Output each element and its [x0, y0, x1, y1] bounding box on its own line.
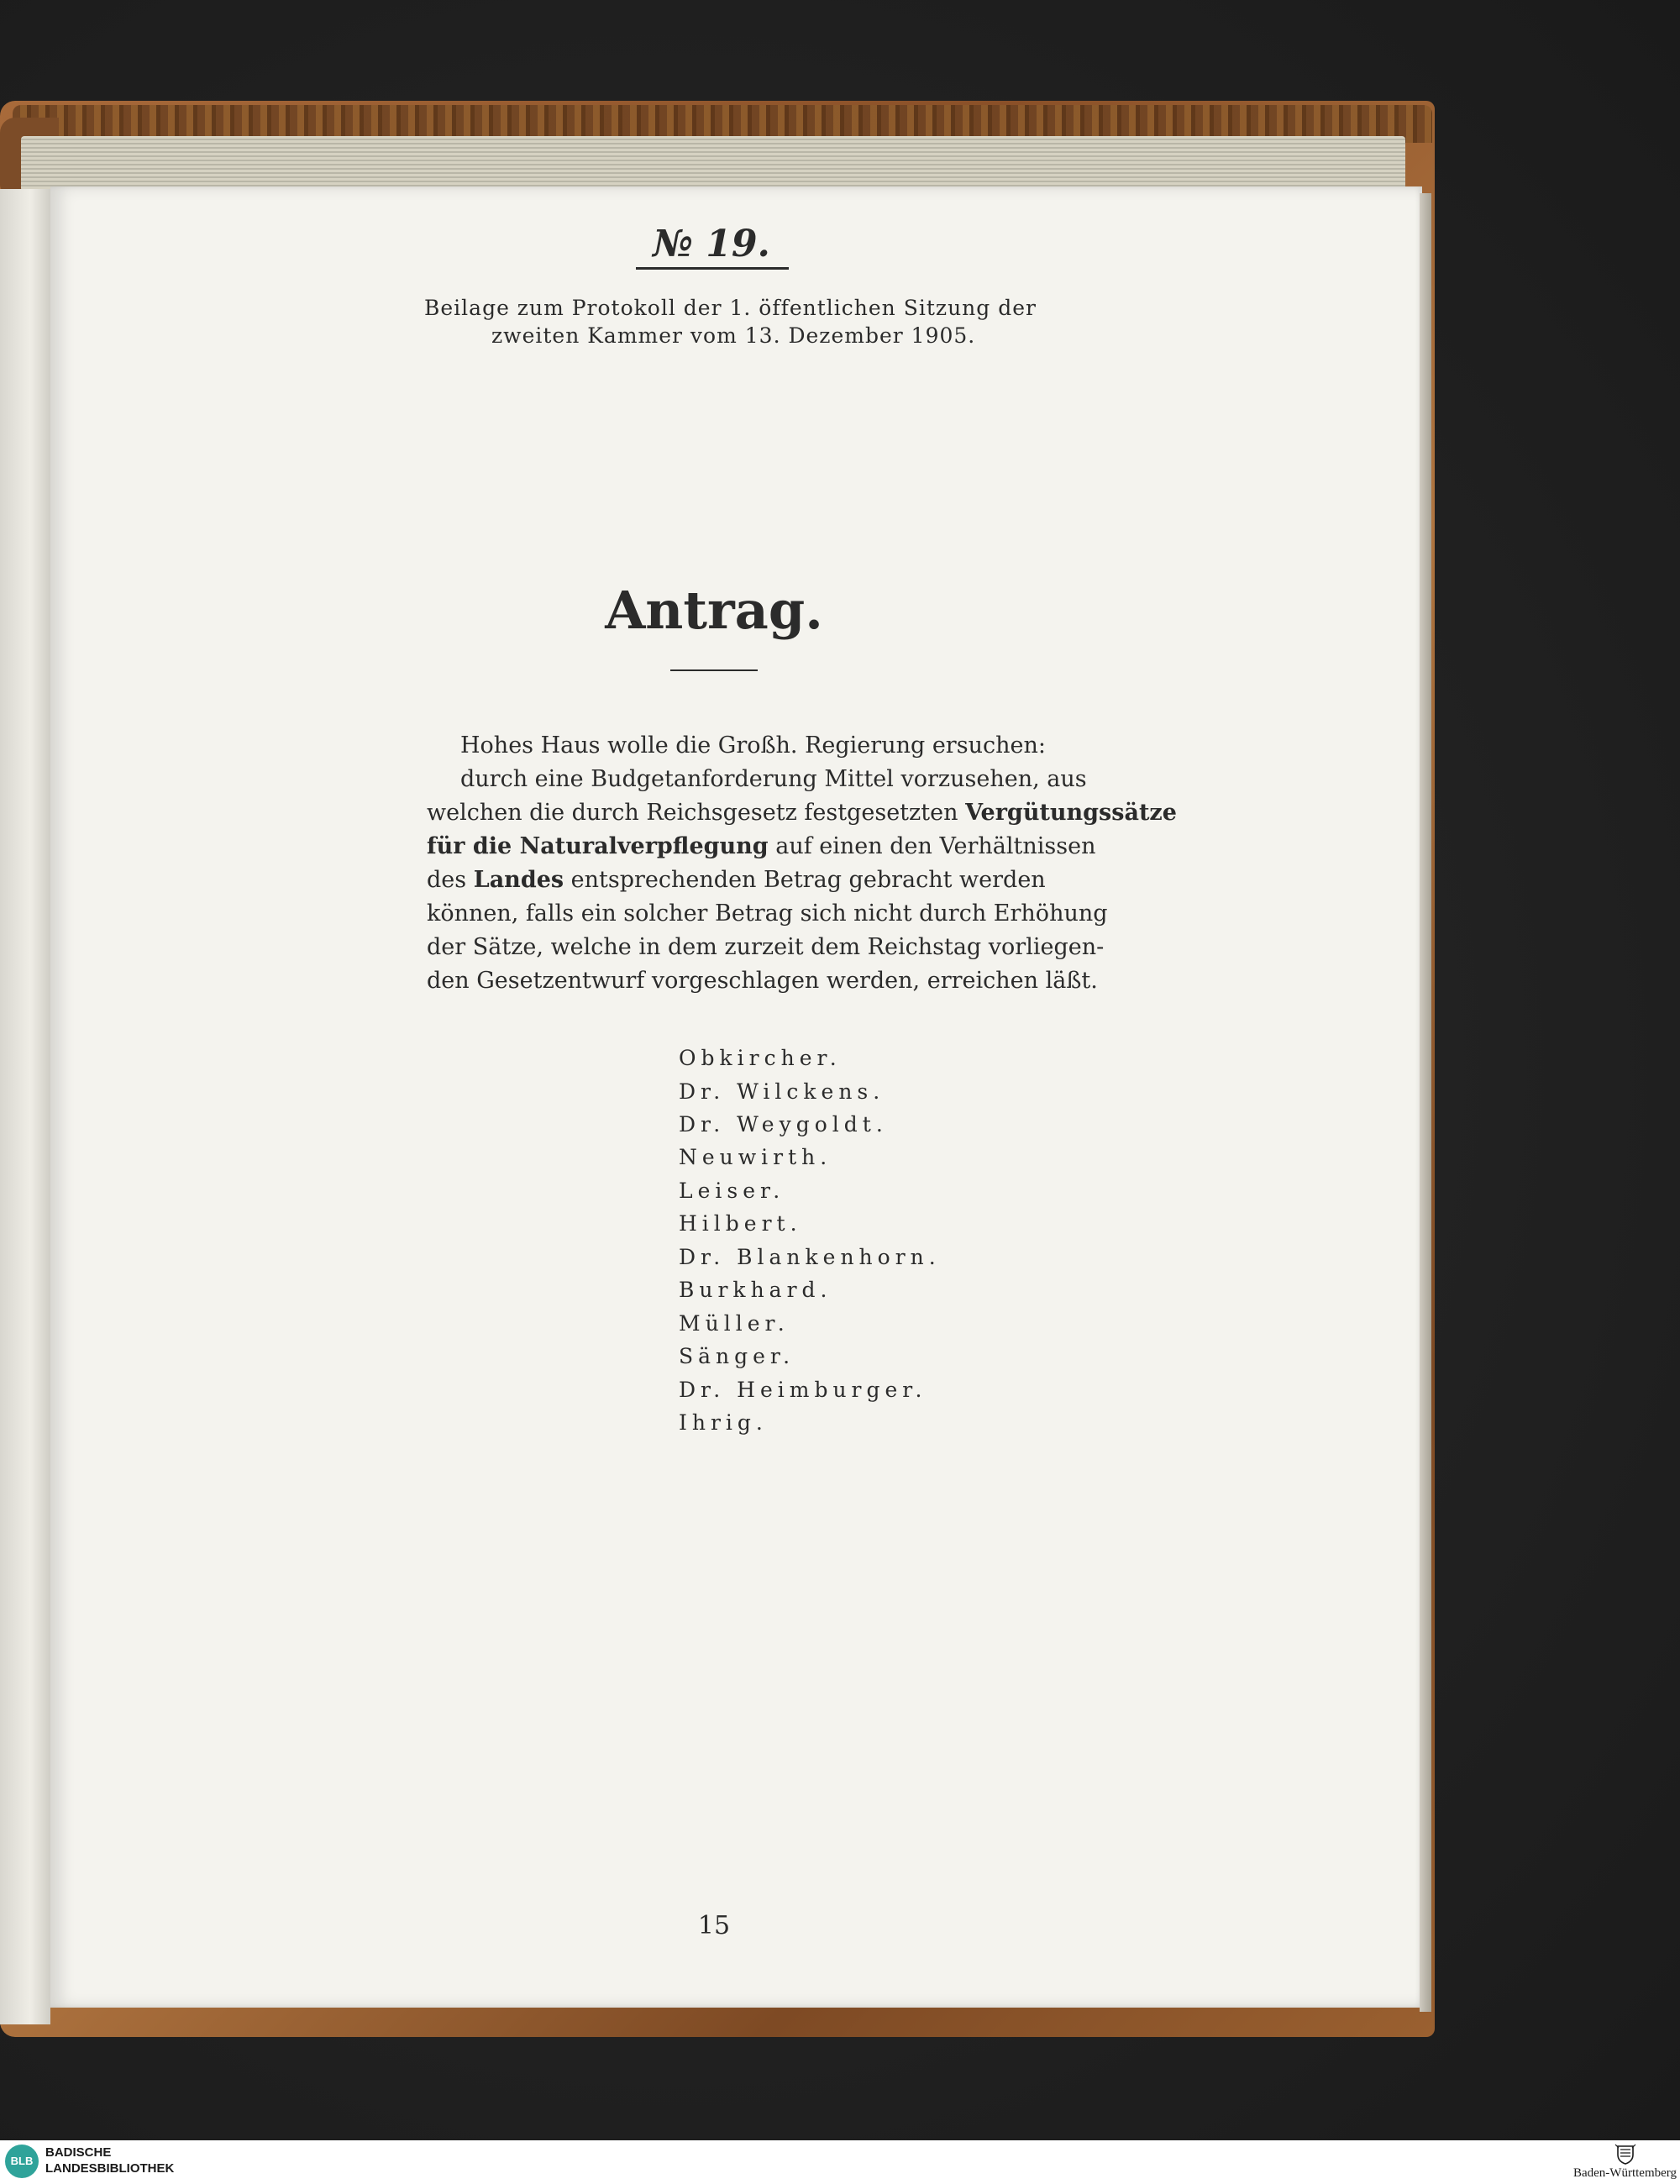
- signatory: Neuwirth.: [679, 1145, 832, 1169]
- body-line-7: der Sätze, welche in dem zurzeit dem Reichstag vorliegen-: [427, 934, 1105, 960]
- signatory: Ihrig.: [679, 1410, 768, 1435]
- left-page: [0, 189, 50, 2024]
- body-line-2: durch eine Budgetanforderung Mittel vorzusehen, aus: [460, 766, 1087, 792]
- subtitle-line-1: Beilage zum Protokoll der 1. öffentlichen Sitzung der: [424, 296, 1037, 320]
- heading-rule: [670, 669, 758, 671]
- signatory: Müller.: [679, 1311, 790, 1336]
- signatory: Obkircher.: [679, 1046, 842, 1070]
- body-line-3: [427, 800, 1177, 826]
- document-heading: Antrag.: [605, 580, 823, 641]
- region-label: Baden-Württemberg: [1572, 2166, 1677, 2180]
- body-text: des: [427, 867, 474, 893]
- footer-bar: [0, 2140, 1680, 2184]
- body-text: welchen die durch Reichsgesetz festgesetzten: [427, 800, 966, 826]
- coat-of-arms-icon: [1613, 2143, 1638, 2165]
- signatory: Dr. Blankenhorn.: [679, 1245, 941, 1269]
- signatory: Dr. Weygoldt.: [679, 1112, 888, 1137]
- body-bold-text: Landes: [473, 867, 564, 893]
- subtitle-line-2: zweiten Kammer vom 13. Dezember 1905.: [491, 323, 976, 348]
- page-edge: [1420, 193, 1431, 2012]
- signatory: Dr. Heimburger.: [679, 1378, 927, 1402]
- library-name[interactable]: [45, 2145, 174, 2176]
- page-number: 15: [697, 1911, 731, 1940]
- document-number-rule: [636, 267, 789, 270]
- signatory: Burkhard.: [679, 1278, 832, 1302]
- library-name-line-1: BADISCHE: [45, 2145, 112, 2160]
- body-line-4: [427, 833, 1096, 859]
- signatory: Hilbert.: [679, 1211, 802, 1236]
- body-line-1: Hohes Haus wolle die Großh. Regierung ersuchen:: [460, 732, 1046, 759]
- library-name-line-2: LANDESBIBLIOTHEK: [45, 2161, 175, 2176]
- body-line-5: [427, 867, 1046, 893]
- body-text: auf einen den Verhältnissen: [768, 833, 1096, 859]
- body-bold-text: Vergütungssätze: [965, 800, 1177, 826]
- page-block-edges: [21, 136, 1405, 192]
- body-bold-text: für die Naturalverpflegung: [427, 833, 769, 859]
- body-text: entsprechenden Betrag gebracht werden: [564, 867, 1046, 893]
- body-line-8: den Gesetzentwurf vorgeschlagen werden, erreichen läßt.: [427, 968, 1098, 994]
- signatory: Leiser.: [679, 1179, 785, 1203]
- body-line-6: können, falls ein solcher Betrag sich nicht durch Erhöhung: [427, 900, 1108, 927]
- document-number: № 19.: [653, 223, 770, 265]
- signatory: Sänger.: [679, 1344, 795, 1368]
- signatory: Dr. Wilckens.: [679, 1079, 885, 1104]
- blb-logo[interactable]: BLB: [5, 2145, 39, 2178]
